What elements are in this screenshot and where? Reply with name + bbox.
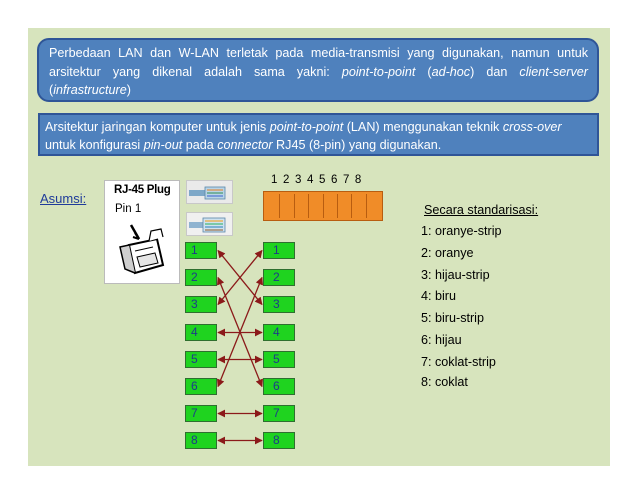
arch-p2p: point-to-point [269, 120, 344, 134]
asumsi-label: Asumsi: [40, 191, 87, 206]
left-pin-7: 7 [185, 405, 217, 422]
standard-item-4: 4: biru [421, 289, 457, 303]
right-pin-7: 7 [263, 405, 295, 422]
standard-item-2: 2: oranye [421, 246, 474, 260]
arch-text-5: RJ45 (8-pin) yang digunakan. [272, 138, 442, 152]
standard-item-3: 3: hijau-strip [421, 268, 490, 282]
intro-infrastructure: infrastructure [53, 83, 127, 97]
right-pin-6: 6 [263, 378, 295, 395]
left-pin-5: 5 [185, 351, 217, 368]
right-pin-2: 2 [263, 269, 295, 286]
standard-item-1: 1: oranye-strip [421, 224, 502, 238]
arch-text-1: Arsitektur jaringan komputer untuk jenis [45, 120, 270, 134]
arch-crossover: cross-over [502, 120, 562, 134]
left-pin-1: 1 [185, 242, 217, 259]
right-pin-5: 5 [263, 351, 295, 368]
arch-text-2: (LAN) menggunakan teknik [343, 120, 503, 134]
connector-pin-numbers: 1 2 3 4 5 6 7 8 [271, 174, 362, 186]
arch-connector: connector [217, 138, 273, 152]
intro-paren-close-2: ) [126, 83, 131, 97]
intro-p2p: point-to-point [341, 64, 416, 79]
arch-text-3: untuk konfigurasi [45, 138, 144, 152]
right-pin-1: 1 [263, 242, 295, 259]
right-pin-4: 4 [263, 324, 295, 341]
right-pin-3: 3 [263, 296, 295, 313]
standard-title: Secara standarisasi: [424, 203, 539, 217]
intro-text: Perbedaan LAN dan W-LAN terletak pada media-transmisi yang digunakan, namun untuk arsitektur yang dikenal adalah sama yakni: [49, 46, 588, 79]
arch-pinout: pin-out [143, 138, 183, 152]
standard-item-8: 8: coklat [421, 375, 468, 389]
standard-item-6: 6: hijau [421, 333, 462, 347]
arch-text-4: pada [182, 138, 218, 152]
standard-item-7: 7: coklat-strip [421, 355, 496, 369]
intro-client-server: client-server [519, 64, 588, 79]
intro-paren-open-2: ( [49, 83, 54, 97]
left-pin-3: 3 [185, 296, 217, 313]
left-pin-2: 2 [185, 269, 217, 286]
plug-title: RJ-45 Plug [114, 184, 171, 196]
standard-item-5: 5: biru-strip [421, 311, 484, 325]
intro-paren-open: ( [415, 64, 432, 79]
left-pin-6: 6 [185, 378, 217, 395]
left-pin-8: 8 [185, 432, 217, 449]
intro-dan: ) dan [470, 64, 520, 79]
left-pin-4: 4 [185, 324, 217, 341]
intro-adhoc: ad-hoc [431, 64, 471, 79]
plug-pin-label: Pin 1 [115, 203, 142, 215]
right-pin-8: 8 [263, 432, 295, 449]
